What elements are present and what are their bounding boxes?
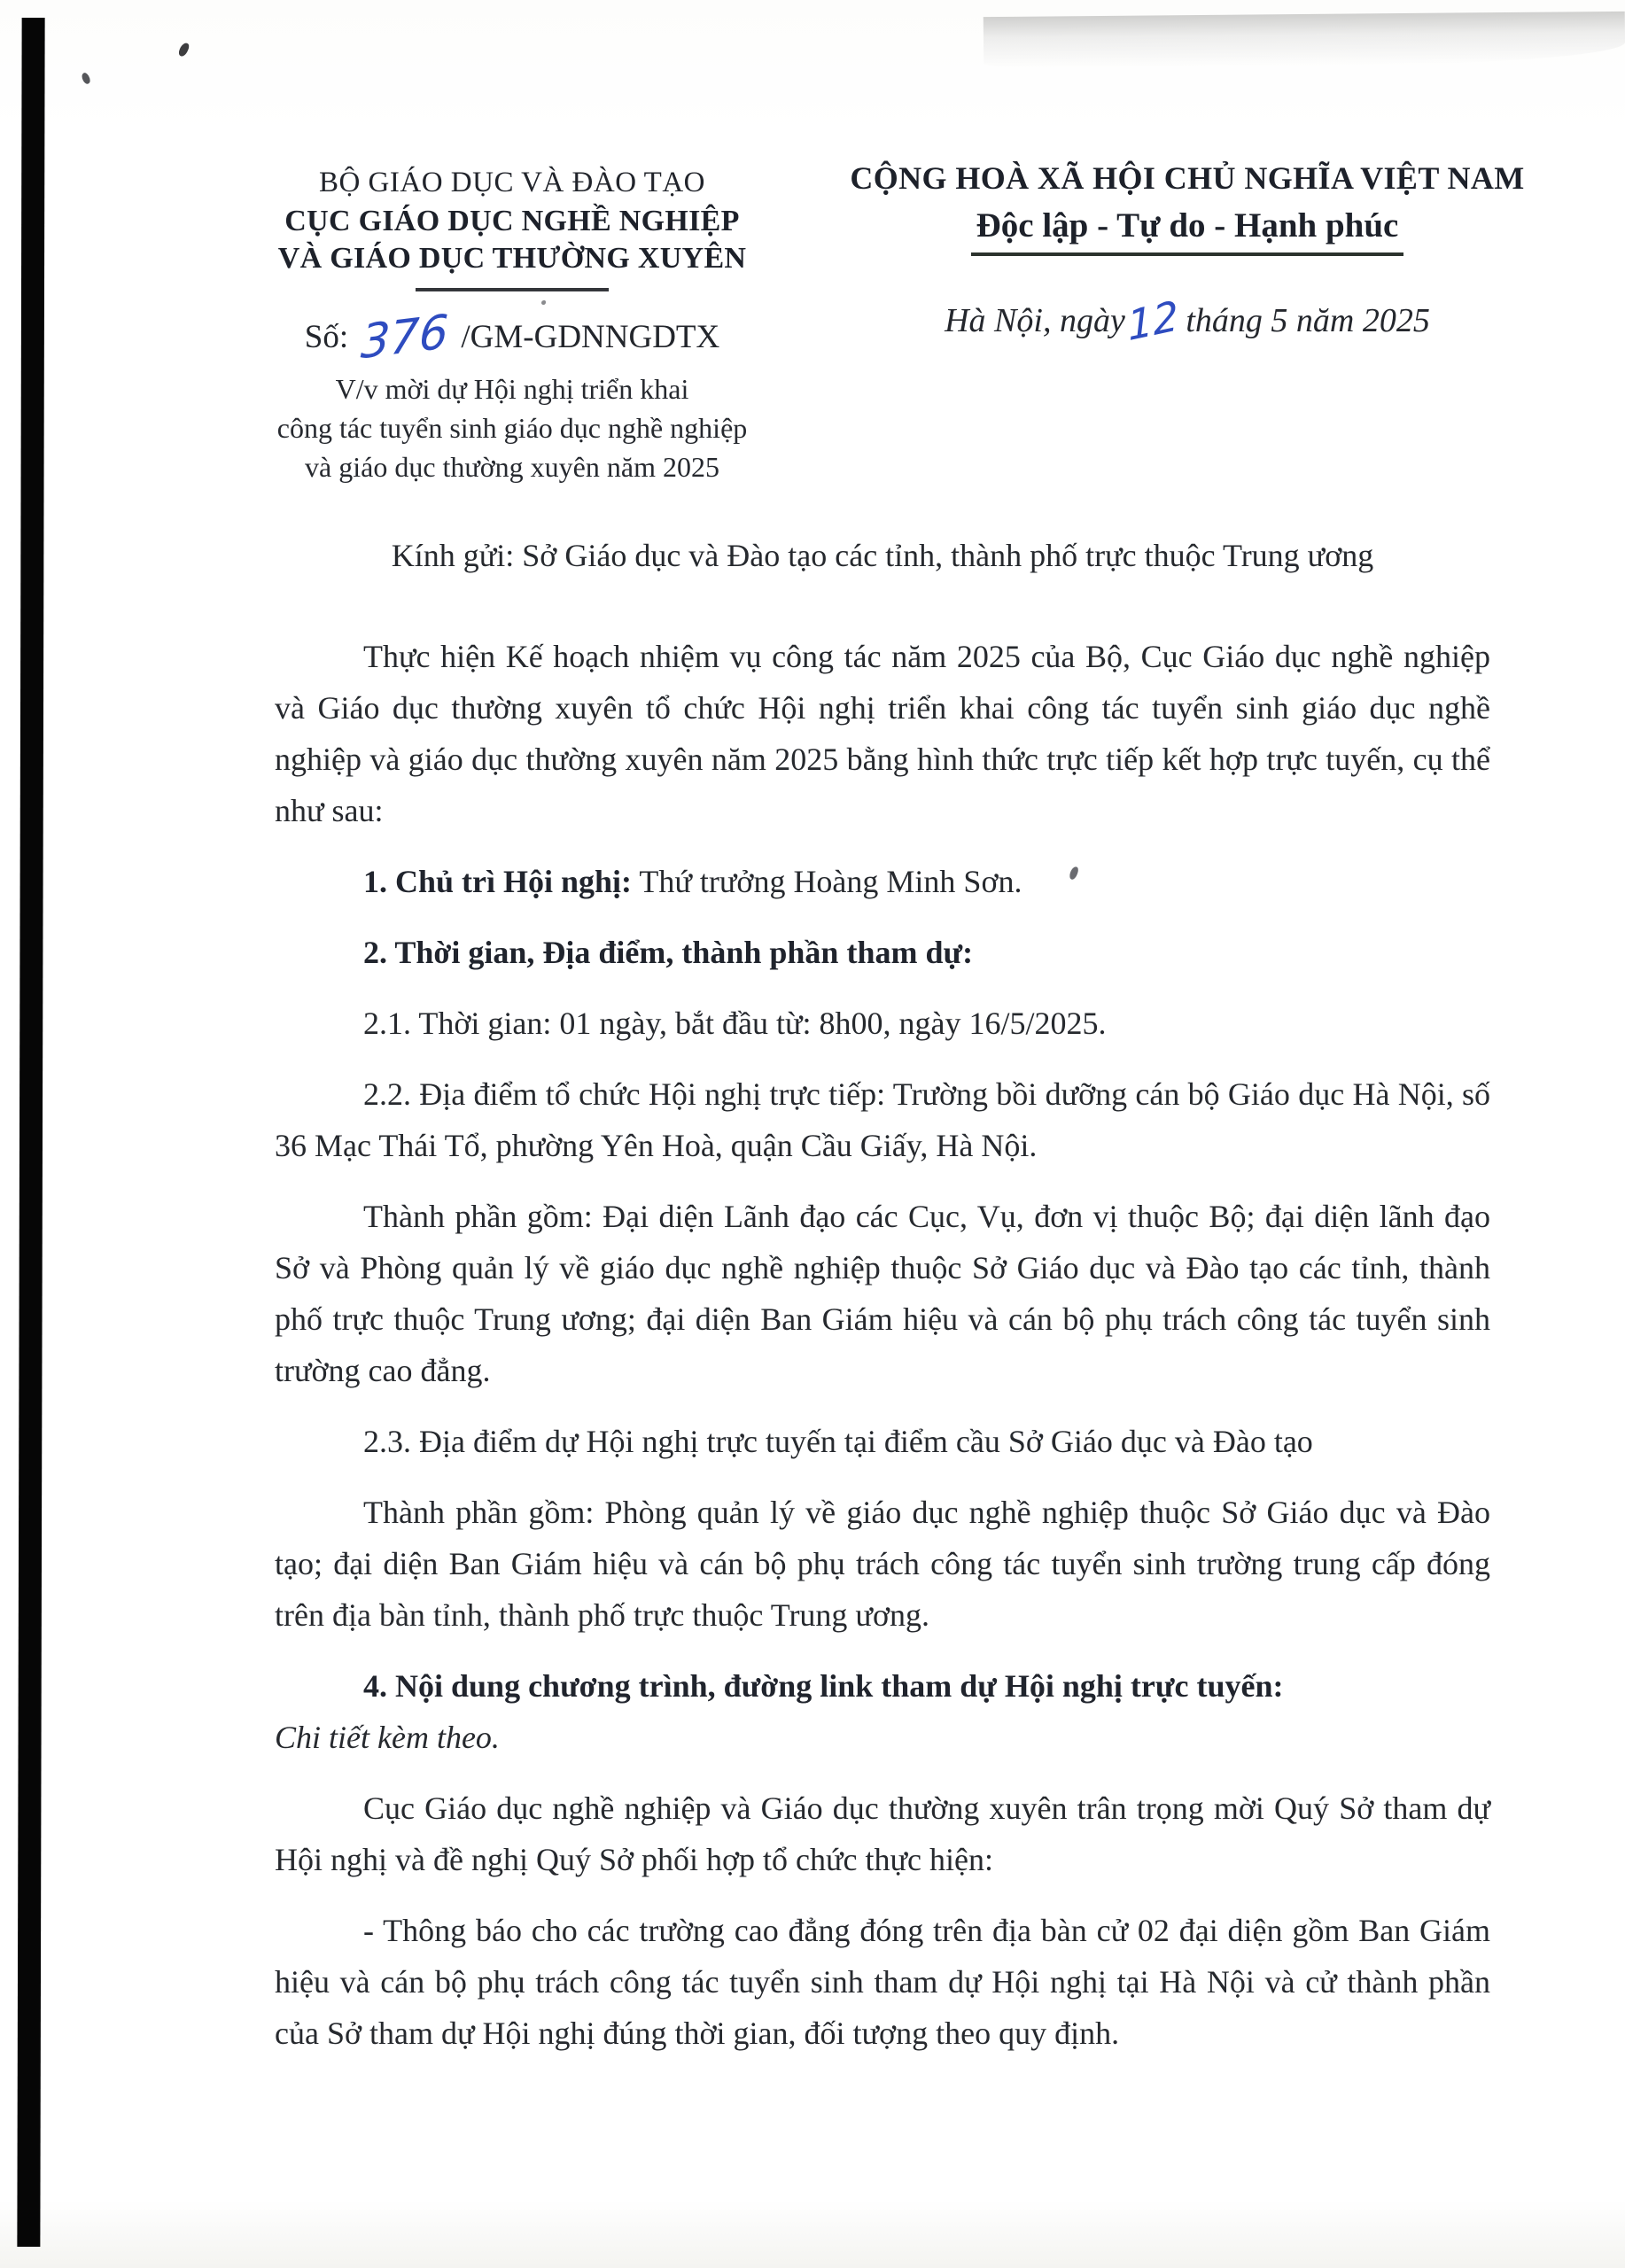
scan-edge-bar-artifact — [17, 18, 44, 2247]
date-suffix: tháng 5 năm 2025 — [1186, 302, 1430, 339]
item-1-text: Thứ trưởng Hoàng Minh Sơn. — [632, 864, 1022, 899]
document-number-line — [237, 305, 787, 370]
item-2-heading: 2. Thời gian, Địa điểm, thành phần tham dự: — [363, 935, 974, 970]
item-2-2-participants: Thành phần gồm: Đại diện Lãnh đạo các Cục, Vụ, đơn vị thuộc Bộ; đại diện lãnh đạo Sở và Phòng quản lý về giáo dục nghề nghiệp thuộc Sở Giáo dục và Đào tạo các tỉnh, thành phố trực thuộc Trung ương; đại diện Ban Giám hiệu và cán bộ phụ trách công tác tuyển sinh trường cao đẳng. — [275, 1199, 1490, 1388]
paragraph-invitation: Cục Giáo dục nghề nghiệp và Giáo dục thường xuyên trân trọng mời Quý Sở tham dự Hội nghị và đề nghị Quý Sở phối hợp tổ chức thực hiện: — [275, 1790, 1490, 1877]
letter-body — [275, 530, 1490, 2078]
document-number-code: /GM-GDNNGDTX — [461, 319, 720, 355]
subject-line-2: công tác tuyển sinh giáo dục nghề nghiệp — [276, 412, 748, 444]
paragraph-intro: Thực hiện Kế hoạch nhiệm vụ công tác năm 2025 của Bộ, Cục Giáo dục nghề nghiệp và Giáo dục thường xuyên tổ chức Hội nghị triển khai công tác tuyển sinh giáo dục nghề nghiệp và giáo dục thường xuyên năm 2025 bằng hình thức trực tiếp kết hợp trực tuyến, cụ thể như sau: — [275, 639, 1490, 828]
item-2-1-time: 2.1. Thời gian: 01 ngày, bắt đầu từ: 8h00, ngày 16/5/2025. — [363, 1006, 1107, 1041]
item-2-heading-line — [275, 927, 1490, 978]
date-prefix: Hà Nội, ngày — [945, 302, 1125, 339]
date-day-handwritten: 12 — [1125, 291, 1180, 351]
letterhead-rule — [416, 288, 609, 291]
place-date-line — [815, 291, 1559, 351]
document-subject — [237, 369, 787, 486]
item-4-attachment-note: Chi tiết kèm theo. — [275, 1720, 500, 1755]
subject-line-1: V/v mời dự Hội nghị triển khai — [335, 373, 689, 405]
item-1-chair — [275, 856, 1490, 907]
parent-ministry-name: BỘ GIÁO DỤC VÀ ĐÀO TẠO — [318, 167, 706, 198]
item-2-3-online-venue: 2.3. Địa điểm dự Hội nghị trực tuyến tại điểm cầu Sở Giáo dục và Đào tạo — [363, 1424, 1313, 1459]
ink-speck — [80, 72, 91, 85]
document-number-label: Số: — [304, 319, 349, 355]
scan-top-shadow-artifact — [984, 12, 1625, 68]
item-2-3-participants: Thành phần gồm: Phòng quản lý về giáo dục nghề nghiệp thuộc Sở Giáo dục và Đào tạo; đại diện Ban Giám hiệu và cán bộ phụ trách công tác tuyển sinh trường trung cấp đóng trên địa bàn tỉnh, thành phố trực thuộc Trung ương. — [275, 1495, 1490, 1633]
document-number-handwritten: 376 — [359, 305, 450, 370]
item-4-heading-line — [275, 1660, 1490, 1712]
subject-line-3: và giáo dục thường xuyên năm 2025 — [305, 451, 719, 483]
item-4-heading: 4. Nội dung chương trình, đường link tham dự Hội nghị trực tuyến: — [363, 1668, 1284, 1704]
agency-name — [237, 203, 787, 277]
national-motto-wrap — [815, 206, 1559, 256]
national-title: CỘNG HOÀ XÃ HỘI CHỦ NGHĨA VIỆT NAM — [850, 160, 1525, 196]
item-1-heading: 1. Chủ trì Hội nghị: — [363, 864, 633, 899]
agency-name-line2: VÀ GIÁO DỤC THƯỜNG XUYÊN — [277, 242, 747, 275]
letterhead-national-header — [815, 159, 1559, 351]
agency-name-line1: CỤC GIÁO DỤC NGHỀ NGHIỆP — [284, 205, 740, 237]
item-2-2-venue: 2.2. Địa điểm tổ chức Hội nghị trực tiếp: Trường bồi dưỡng cán bộ Giáo dục Hà Nội, số 36 Mạc Thái Tổ, phường Yên Hoà, quận Cầu Giấy, Hà Nội. — [275, 1076, 1490, 1163]
ink-speck — [177, 42, 190, 58]
salutation: Kính gửi: Sở Giáo dục và Đào tạo các tỉnh, thành phố trực thuộc Trung ương — [391, 538, 1374, 573]
letterhead-issuing-agency — [237, 167, 787, 486]
national-motto: Độc lập - Tự do - Hạnh phúc — [971, 206, 1404, 256]
paragraph-instruction: - Thông báo cho các trường cao đẳng đóng trên địa bàn cử 02 đại diện gồm Ban Giám hiệu và cán bộ phụ trách công tác tuyển sinh tham dự Hội nghị tại Hà Nội và cử thành phần của Sở tham dự Hội nghị đúng thời gian, đối tượng theo quy định. — [275, 1913, 1490, 2051]
